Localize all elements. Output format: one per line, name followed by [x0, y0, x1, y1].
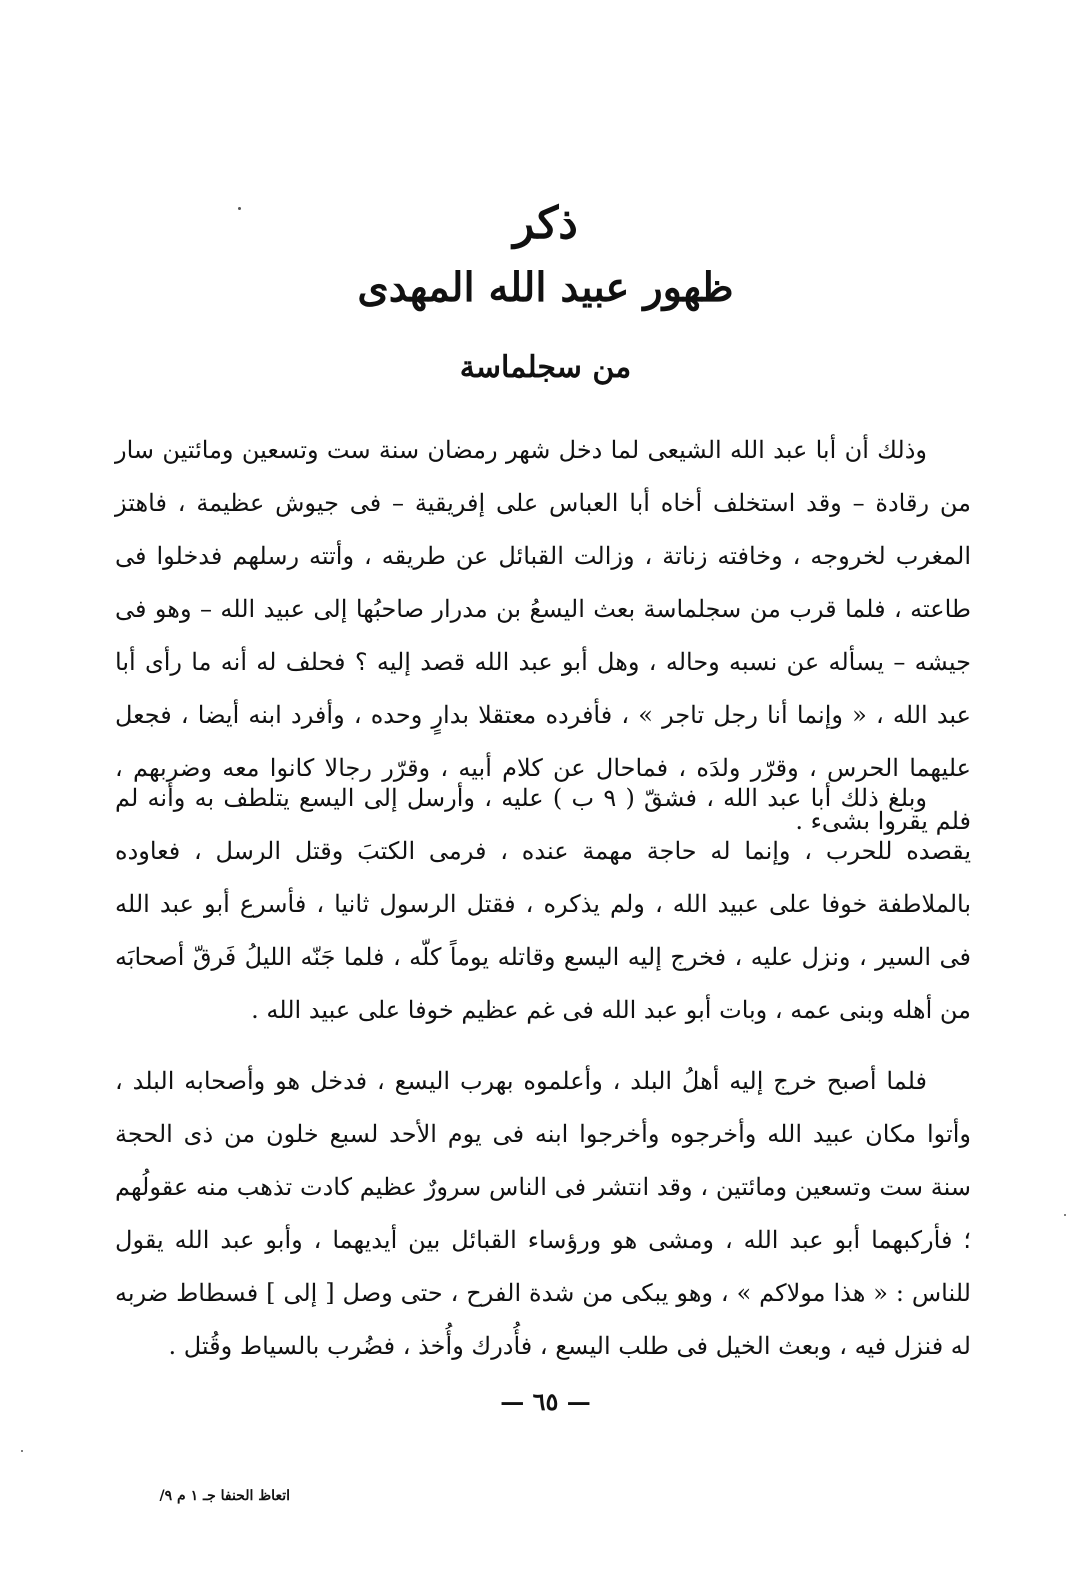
- chapter-title: ظهور عبيد الله المهدى: [357, 264, 734, 311]
- scan-speck: [1064, 1214, 1066, 1216]
- paragraph-text: وبلغ ذلك أبا عبد الله ، فشقّ ( ٩ ب ) عليه ، وأرسل إلى اليسع يتلطف به وأنه لم يقصده للحرب ، وإنما له حاجة مهمة عنده ، فرمى الكتبَ وقتل الرسل ، فعاوده بالملاطفة خوفا على عبيد الله ، ولم يذكره ، فقتل الرسول ثانيا ، فأسرع أبو عبد الله فى السير ، ونزل عليه ، فخرج إليه اليسع وقاتله يوماً كلّه ، فلما جَنّه الليلُ فَرقّ أصحابَه من أهله وبنى عمه ، وبات أبو عبد الله فى غم عظيم خوفا على عبيد الله .: [115, 784, 972, 1024]
- paragraph-text: وذلك أن أبا عبد الله الشيعى لما دخل شهر رمضان سنة ست وتسعين ومائتين سار من رقادة – وقد استخلف أخاه أبا العباس على إفريقية – فى جيوش عظيمة ، فاهتز المغرب لخروجه ، وخافته زناتة ، وزالت القبائل عن طريقه ، وأتته رسلهم فدخلوا فى طاعته ، فلما قرب من سجلماسة بعث اليسعُ بن مدرار صاحبُها إلى عبيد الله – وهو فى جيشه – يسأله عن نسبه وحاله ، وهل أبو عبد الله قصد إليه ؟ فحلف له أنه ما رأى أبا عبد الله ، « وإنما أنا رجل تاجر » ، فأفرده معتقلا بدارٍ وحده ، وأفرد ابنه أيضا ، فجعل عليهما الحرس ، وقرّر ولدَه ، فماحال عن كلام أبيه ، وقرّر رجالا كانوا معه وضربهم ، فلم يقروا بشىء .: [115, 436, 971, 835]
- chapter-subtitle: من سجلماسة: [459, 350, 632, 385]
- section-label: ذكر: [513, 198, 578, 249]
- paragraph-2: [115, 772, 971, 1037]
- scan-speck: [21, 1450, 23, 1452]
- page-number: — ٦٥ —: [500, 1387, 591, 1416]
- signature-footer: اتعاظ الحنفا جـ ١ م ٩/: [159, 1488, 290, 1504]
- paragraph-3: [115, 1055, 971, 1373]
- scan-speck: [238, 207, 241, 210]
- paragraph-text: فلما أصبح خرج إليه أهلُ البلد ، وأعلموه بهرب اليسع ، فدخل هو وأصحابه البلد ، وأتوا مكان عبيد الله وأخرجوه وأخرجوا ابنه فى يوم الأحد لسبع خلون من ذى الحجة سنة ست وتسعين ومائتين ، وقد انتشر فى الناس سرورٌ عظيم كادت تذهب منه عقولُهم ؛ فأركبهما أبو عبد الله ، ومشى هو ورؤساء القبائل بين أيديهما ، وأبو عبد الله يقول للناس : « هذا مولاكم » ، وهو يبكى من شدة الفرح ، حتى وصل [ إلى ] فسطاط ضربه له فنزل فيه ، وبعث الخيل فى طلب اليسع ، فأُدرك وأُخذ ، فضُرب بالسياط وقُتل .: [115, 1067, 971, 1360]
